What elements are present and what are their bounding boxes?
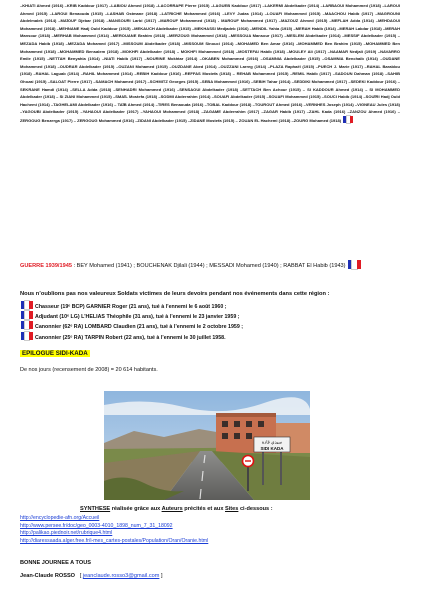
epilogue-heading: EPILOGUE SIDI-KADA: [22, 349, 88, 357]
sites-label: Sites: [225, 506, 239, 512]
bracket-open: [: [79, 573, 82, 579]
author-name: Jean-Claude ROSSO: [20, 573, 76, 579]
source-link[interactable]: http://palikao.piednoir.net/rubrique4.html: [20, 530, 113, 537]
synthesis-label: SYNTHESE: [80, 506, 111, 512]
victim-entry: [20, 332, 400, 342]
war-text: : BEY Mohamed (1941) ; BOUCHENAK Djilali (1944) ; MESSADI Mohamed (1940) ; RABBAT El Habib: [71, 263, 328, 269]
french-flag-icon: [348, 260, 361, 269]
source-link[interactable]: http://diaressaada.alger.free.fr/i-mes_cartes-postales/Population/Oran/Oranie.html: [20, 537, 209, 544]
bracket-close: ]: [160, 573, 163, 579]
road-photo-illustration: [104, 391, 310, 500]
victim-entry: [20, 301, 400, 311]
synthesis-text: réalisée grâce aux: [110, 506, 162, 512]
victim-text: Canonnier (25ᵉ RA) TARPIN Robert (22 ans), tué à l’ennemi le 30 juillet 1958.: [35, 334, 226, 341]
synthesis-text: précités et aux: [182, 506, 226, 512]
population-text: De nos jours (recensement de 2008) = 20 614 habitants.: [20, 366, 158, 373]
french-flag-icon: [21, 321, 33, 329]
source-link[interactable]: http://www.persee.fr/doc/geo_0003-4010_1898_num_7_31_18092: [20, 522, 173, 529]
victim-text: Canonnier (62ᵉ RA) LOMBARD Claudien (21 ans), tué à l’ennemi le 2 octobre 1959 ;: [35, 324, 244, 331]
svg-text:سيدي قادة: سيدي قادة: [261, 439, 283, 445]
war-title: GUERRE 1939/1945: [20, 263, 72, 269]
french-flag-icon: [21, 301, 33, 309]
victim-entry: [20, 311, 400, 321]
author-email-link[interactable]: jeanclaude.rosso3@gmail.com: [82, 573, 160, 579]
fallen-soldiers-text: –KHIATI Ahmed (1916) –KRIB Kaddour (1917) –LABIOU Ahmed (1918) –LACORRAPE Pierre (1915) –LAGUEB Kaddour (1917) –LAKERMI Abdelkader (1914) –LARBAOUI Mohammed (1918) –LAROUI Ahmed (1915) –LAROUI Benaouda (1915) –LASHAB Ostmane (1918) –LATRICHE Mohammed (1916) –LEVY Judas (1914) –LOUAFI Mohammed (1915) –MAACHOU Habib (1917) –MAGROUNI Abdelmalek (1914) –MAÏOUF Djebar (1918) –MANSOURI Larbi (1917) –MAROUF Mohammed (1918) - MAROUF Mohammed (1917) –MAZOUZ Ahmed (1915) –MEFLAH Adda (1914) –MEHDAOUI Mohammed (1918) –MEHNANE Hadj Ould Kaddour (1915) –MEKAUCH Abdelkader (1915) –MEKHASSI Medjadeb (1916) –MENDIL Yahia (1915) –MERAH Habib (1914) –MERAH Lakdar (1918) –MERAH Mansour (1918) –MERHAB Mohammed (1914) –MEROUANE Brahim (1918) –MERZOUG Mohammed (1918) –MESSOUA Mansour (1917) –MESLEM Abdelkader (1914) –MESSIF Abdelkader (1915) –MEZADA Habib (1918) –MEZADA Mohamed (1917) –MISSOUM Abdelkader (1918) –MISSOUM Sinouci (1914) –MOHAMED Ben Amar (1916) –MOHAMMED Ben Brahim (1915) –MOHAMMED Ben Mohammed (1918) –MOHAMMED Bensalem (1918) –MOKHFI Abdelkader (1918) – MOKHFI Mohammed (1918) –MOSTEFAI Habib (1918) –MOULEY Ali (1917) –NAAMAR Nedjali (1919) –NAVARRO Emile (1915) –NETTAH Benyahia (1914) –NIATI Habib (1917) –NOURINE Mokhtar (1914) –OKABEN Mohammed (1916) –OSAMNIA Abdelkader (1915) –OSAMNIA Benchaib (1914) –OUDANE Mohammed (1918) –OUDRAR Abdelkader (1915) –OUZANI Mohamed (1915) –OUZDANE Abed (1914) –OUZZANI Larreg (1914) –PLAZA Raphaël (1915) –PUECH J. Marie (1917) –RAHAL Barablou (1918) –RAHAL Laguab (1914) –RAHIL Mohammed (1914) –REBIH Kaddour (1916) –REFFAS Mostefa (1918) – REHAB Mohammed (1915) –REMIL Habib (1917) –SADOUN Dahman (1918) –SAHIB Ghozai (1915) –SALOAT Pierre (1917) –SAMACH Mohamed (1917) –SCHMITZ Georges (1915) –SEBA Mohammed (1916) –SEBIH Tahar (1914) –SEDDIKI Mohammed (1917) –SEDEKI Kaddour (1916) –SEKRANE Hamdi (1914) –SELLA Adda (1918) –SENHADRI Mohammed (1916) –SENSAOUI Abdelkader (1918) –SETTACH Ben Achour (1915) – SI KADDOUR Ahmed (1914) – SI MOHAMMED Abdelkader (1918) – Si ZIANI Mohammed (1915) –SMAÏL Mostefa (1918) –SODMI Abderrahim (1914) –SOUAFI Abdelkader (1915) –SOUAFI Mohammed (1915) –SOUCI Habib (1914) –SOUÏRI Hadj Ould Hachemi (1914) –TAGHELAMI Abdelkader (1916) – TAÏB Ahmed (1914) –TIRES Benaouda (1916) –TOBAL Kaddour (1918) –TOUROUT Ahmed (1916) –VERNHES Joseph (1914) –VIGNEAU Jules (1918) –YAGOUBI Abdelkader (1915) –YAHAOUI Abdelkader (1917) –YAHAOUI Mohammed (1918) –ZAGAME Abderrahim (1917) –ZAGAR Habib (1917) –ZAHL Kada (1916) –ZANZOU Ahmed (1916) –ZERGOUG Benzerga (1917) – ZERGOUG Mohammed (1916) –ZIDANI Abdelkader (1915) –ZIDANE Mostefa (1915) – ZOUAN EL Hachemi (1918) –ZOURG Mohamed (1918): [20, 3, 400, 123]
synthesis-text: ci-dessous :: [238, 506, 273, 512]
victim-text: Chasseur (19ᵉ BCP) GARNIER Roger (21 ans), tué à l’ennemi le 6 août 1960 ;: [35, 304, 227, 310]
french-flag-icon: [343, 116, 353, 123]
authors-label: Auteurs: [161, 506, 183, 512]
document-page: [20, 2, 400, 377]
photo-sign-label: SIDI KADA: [260, 446, 284, 451]
source-link[interactable]: http://encyclopedie-afn.org/Accueil: [20, 515, 100, 521]
war-text-tail: (1943): [329, 263, 346, 269]
author-signature: [20, 573, 163, 579]
war-1939-1945-section: [20, 260, 400, 285]
victim-text: Adjudant (10ᵉ LG) L’HELIAS Théophile (31 ans), tué à l’ennemi le 23 janvier 1959 ;: [35, 314, 240, 321]
closing-greeting: BONNE JOURNEE A TOUS: [20, 560, 91, 566]
sidi-kada-road-photo: [104, 391, 310, 500]
victim-entry: [20, 321, 400, 331]
synthesis-line: [80, 506, 273, 512]
intro-paragraph: Nous n’oublions pas nos valeureux Soldats victimes de leurs devoirs pendant nos événements dans cette région :: [20, 291, 330, 297]
french-flag-icon: [21, 311, 33, 319]
french-flag-icon: [21, 332, 33, 340]
fallen-soldiers-list: [20, 2, 400, 260]
source-links: [20, 515, 208, 545]
